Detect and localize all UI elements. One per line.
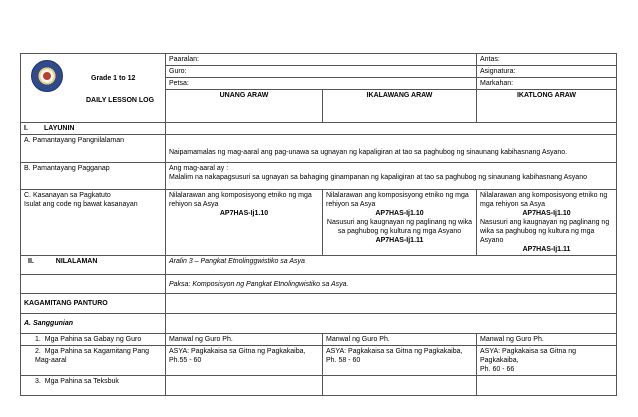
- item1-label-cell: [21, 334, 166, 346]
- item3-number: 3.: [35, 378, 41, 385]
- pamantayang-pagganap-label: B. Pamantayang Pagganap: [21, 163, 166, 190]
- item2-day1-book: ASYA: Pagkakaisa sa Gitna ng Pagkakaiba,: [169, 348, 306, 355]
- item2-day1-pages: Ph.55 - 60: [169, 357, 202, 364]
- kasanayan-label-cell: [21, 190, 166, 256]
- pagganap-line1: Ang mag-aaral ay :: [169, 165, 229, 172]
- item2-day3-book: ASYA: Pagkakaisa sa Gitna ng Pagkakaiba,: [480, 348, 576, 364]
- item3-day1: [166, 376, 323, 396]
- deped-seal-logo: [31, 60, 63, 92]
- item2-day2-book: ASYA: Pagkakaisa sa Gitna ng Pagkakaiba,: [326, 348, 463, 355]
- kasanayan-day1: [166, 190, 323, 256]
- kasanayan-sublabel: Isulat ang code ng bawat kasanayan: [24, 201, 138, 208]
- day1-header: UNANG ARAW: [166, 90, 323, 123]
- item3-label: Mga Pahina sa Teksbuk: [44, 378, 119, 385]
- lesson-log-table: [20, 53, 617, 396]
- item1-day1: Manwal ng Guro Ph.: [166, 334, 323, 346]
- item2-day2-pages: Ph. 58 - 60: [326, 357, 361, 364]
- layunin-section: [21, 123, 166, 135]
- paksa-empty: [21, 275, 166, 294]
- grade-label: Grade 1 to 12: [91, 75, 136, 82]
- kasanayan-day3: [477, 190, 617, 256]
- aralin-text: Aralin 3 – Pangkat Etnolinggwistiko sa Asya: [166, 256, 617, 275]
- guro-field: Guro:: [166, 66, 477, 78]
- day2-competency2: Nasusuri ang kaugnayan ng paglinang ng wika sa paghubog ng kultura ng mga Asyano: [326, 219, 473, 235]
- day3-code2: AP7HAS-Ij1.11: [522, 246, 571, 253]
- markahan-field: Markahan:: [477, 78, 617, 90]
- day2-code2: AP7HAS-Ij1.11: [375, 237, 424, 244]
- day2-competency: Nilalarawan ang komposisyong etniko ng mga rehiyon sa Asya: [326, 192, 469, 208]
- paksa-text: Paksa: Komposisyon ng Pangkat Etnolingwistiko sa Asya.: [166, 275, 617, 294]
- asignatura-field: Asignatura:: [477, 66, 617, 78]
- day3-header: IKATLONG ARAW: [477, 90, 617, 123]
- layunin-title: LAYUNIN: [44, 125, 75, 132]
- item2-day1: [166, 346, 323, 376]
- kasanayan-label: C. Kasanayan sa Pagkatuto: [24, 192, 111, 199]
- layunin-number: I.: [24, 125, 28, 132]
- item2-label: Mga Pahina sa Kagamitang Pang Mag-aaral: [35, 348, 150, 364]
- day1-code: AP7HAS-Ij1.10: [219, 210, 269, 217]
- nilalaman-number: II.: [28, 258, 34, 265]
- pamantayang-pangnilalaman-label: A. Pamantayang Pangnilalaman: [21, 135, 166, 163]
- layunin-empty: [166, 123, 617, 135]
- kasanayan-day2: [323, 190, 477, 256]
- item3-label-cell: [21, 376, 166, 396]
- sanggunian-label: A. Sanggunian: [21, 314, 166, 334]
- item3-day3: [477, 376, 617, 396]
- paaralan-field: Paaralan:: [166, 54, 477, 66]
- pamantayang-pangnilalaman-text: Naipamamalas ng mag-aaral ang pag-unawa sa ugnayan ng kapaligiran at tao sa paghubog ng sinaunang kabihasnang Asyano.: [166, 135, 617, 163]
- item2-label-cell: [21, 346, 166, 376]
- pamantayang-pagganap-cell: [166, 163, 617, 190]
- log-title: DAILY LESSON LOG: [86, 97, 155, 104]
- petsa-field: Petsa:: [166, 78, 477, 90]
- sanggunian-empty: [166, 314, 617, 334]
- day2-header: IKALAWANG ARAW: [323, 90, 477, 123]
- antas-field: Antas:: [477, 54, 617, 66]
- day3-code1: AP7HAS-Ij1.10: [522, 210, 571, 217]
- nilalaman-title: NILALAMAN: [55, 258, 98, 265]
- day3-competency: Nilalarawan ang komposisyong etniko ng mga rehiyon sa Asya: [480, 192, 608, 208]
- item2-day3: [477, 346, 617, 376]
- day1-competency: Nilalarawan ang komposisyong etniko ng mga rehiyon sa Asya: [169, 192, 312, 208]
- item1-day2: Manwal ng Guro Ph.: [323, 334, 477, 346]
- item3-day2: [323, 376, 477, 396]
- header-logo-cell: [21, 54, 166, 123]
- daily-lesson-log-sheet: [20, 53, 616, 396]
- pagganap-line2: Malalim na nakapagsusuri sa ugnayan sa bahaging ginampanan ng kapaligiran at tao sa paghubog ng sinaunang kabihasnang Asyano: [169, 174, 587, 181]
- item2-number: 2.: [35, 348, 41, 355]
- day2-code1: AP7HAS-Ij1.10: [375, 210, 424, 217]
- kagamitan-section: KAGAMITANG PANTURO: [21, 294, 166, 314]
- kagamitan-empty: [166, 294, 617, 314]
- item2-day2: [323, 346, 477, 376]
- item1-number: 1.: [35, 336, 41, 343]
- nilalaman-section: [21, 256, 166, 275]
- day3-competency2: Nasusuri ang kaugnayan ng paglinang ng wika sa paghubog ng kultura ng mga Asyano: [480, 219, 610, 244]
- item1-day3: Manwal ng Guro Ph.: [477, 334, 617, 346]
- item1-label: Mga Pahina sa Gabay ng Guro: [44, 336, 142, 343]
- item2-day3-pages: Ph. 60 - 66: [480, 366, 515, 373]
